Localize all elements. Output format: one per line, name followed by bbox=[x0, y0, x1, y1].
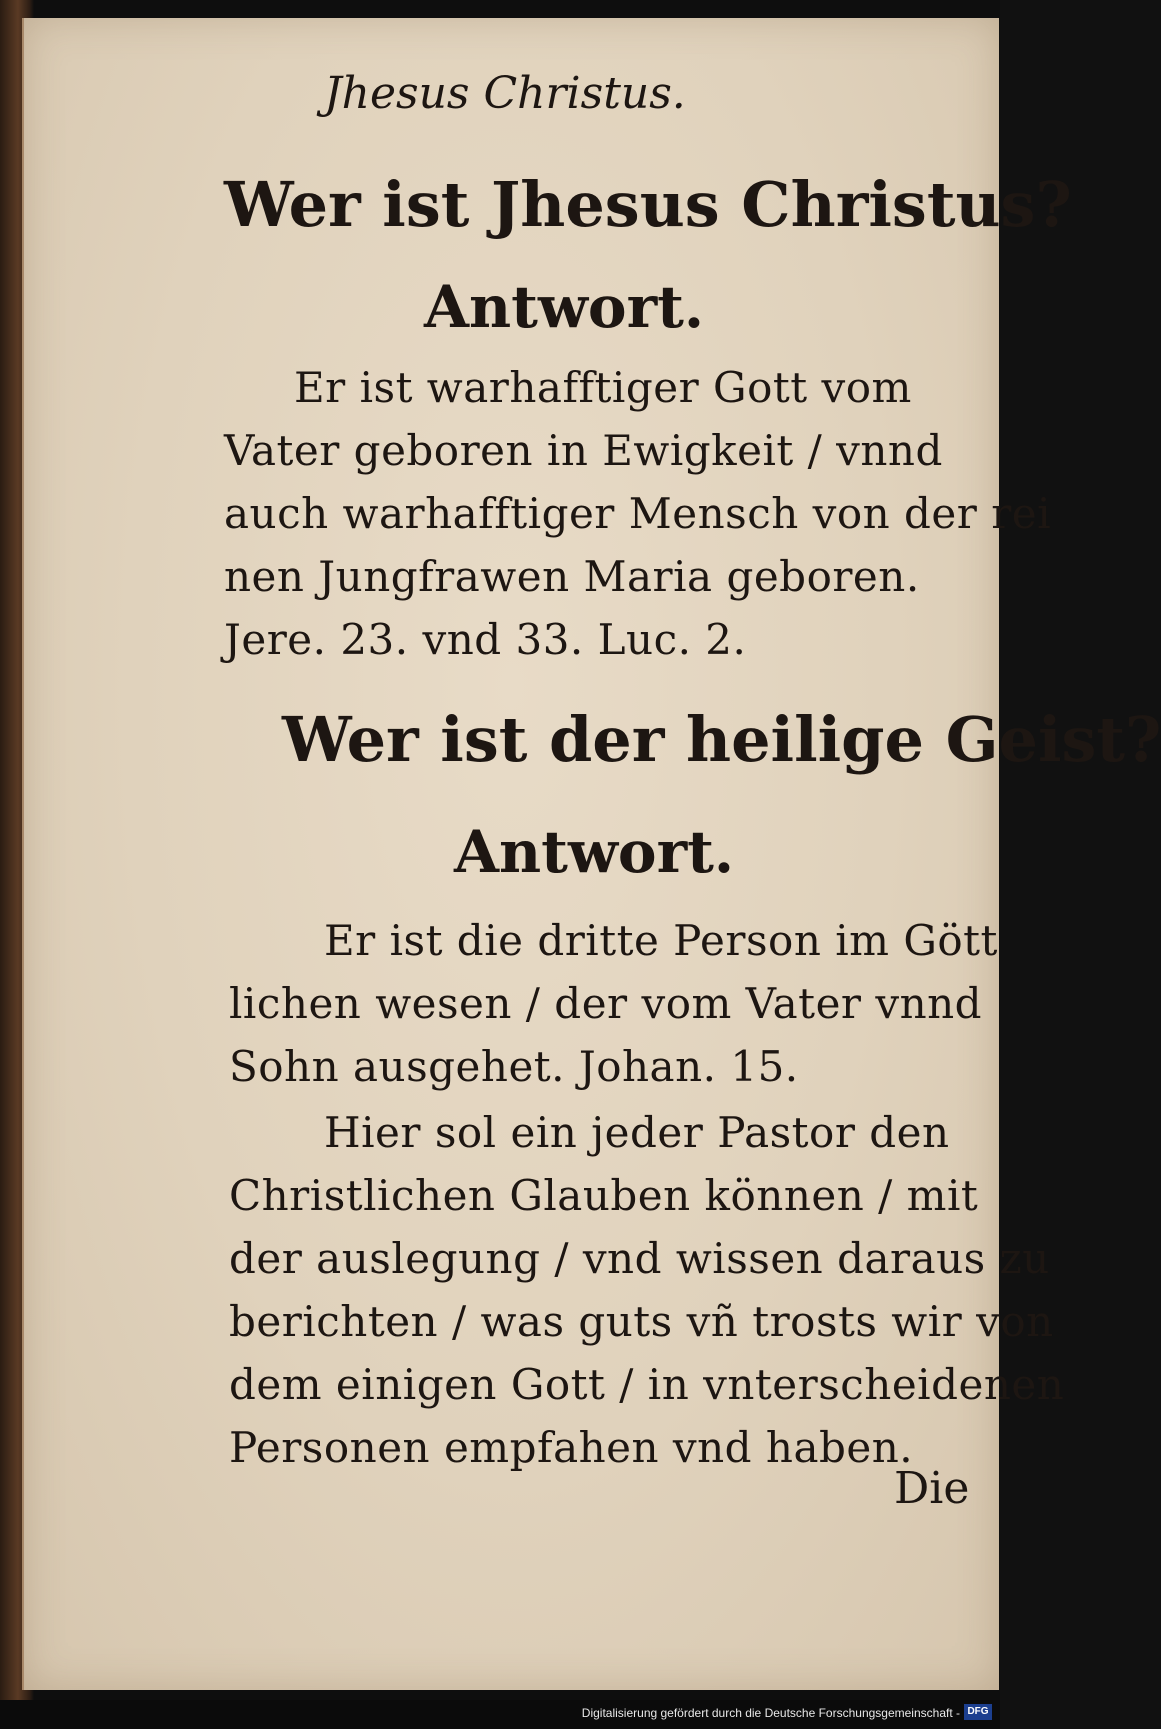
text-line: Sohn ausgehet. Johan. 15. bbox=[229, 1042, 799, 1091]
text-line: Er ist warhafftiger Gott vom bbox=[294, 363, 912, 412]
question-heading-1: Wer ist Jhesus Christus? bbox=[224, 168, 1072, 241]
text-line: Er ist die dritte Person im Gött bbox=[324, 916, 998, 965]
text-line: berichten / was guts vñ trosts wir von bbox=[229, 1297, 1054, 1346]
text-line: der auslegung / vnd wissen daraus zu bbox=[229, 1234, 1050, 1283]
text-line: lichen wesen / der vom Vater vnnd bbox=[229, 979, 983, 1028]
running-head: Jhesus Christus. bbox=[324, 68, 686, 119]
answer-label-2: Antwort. bbox=[454, 818, 735, 886]
answer-label-1: Antwort. bbox=[424, 273, 705, 341]
text-line: nen Jungfrawen Maria geboren. bbox=[224, 552, 920, 601]
scripture-reference: Jere. 23. vnd 33. Luc. 2. bbox=[224, 615, 747, 664]
catchword: Die bbox=[894, 1463, 970, 1514]
text-line: Hier sol ein jeder Pastor den bbox=[324, 1108, 950, 1157]
book-page bbox=[22, 18, 1161, 1690]
text-line: Personen empfahen vnd haben. bbox=[229, 1423, 914, 1472]
question-heading-2: Wer ist der heilige Geist? bbox=[282, 703, 1161, 776]
text-line: Vater geboren in Ewigkeit / vnnd bbox=[224, 426, 943, 475]
text-line: dem einigen Gott / in vnterscheidenen bbox=[229, 1360, 1065, 1409]
digitization-credit: Digitalisierung gefördert durch die Deutsche Forschungsgemeinschaft - bbox=[581, 1706, 960, 1720]
dfg-logo: DFG bbox=[964, 1704, 992, 1720]
text-line: auch warhafftiger Mensch von der rei bbox=[224, 489, 1052, 538]
text-line: Christlichen Glauben können / mit bbox=[229, 1171, 979, 1220]
